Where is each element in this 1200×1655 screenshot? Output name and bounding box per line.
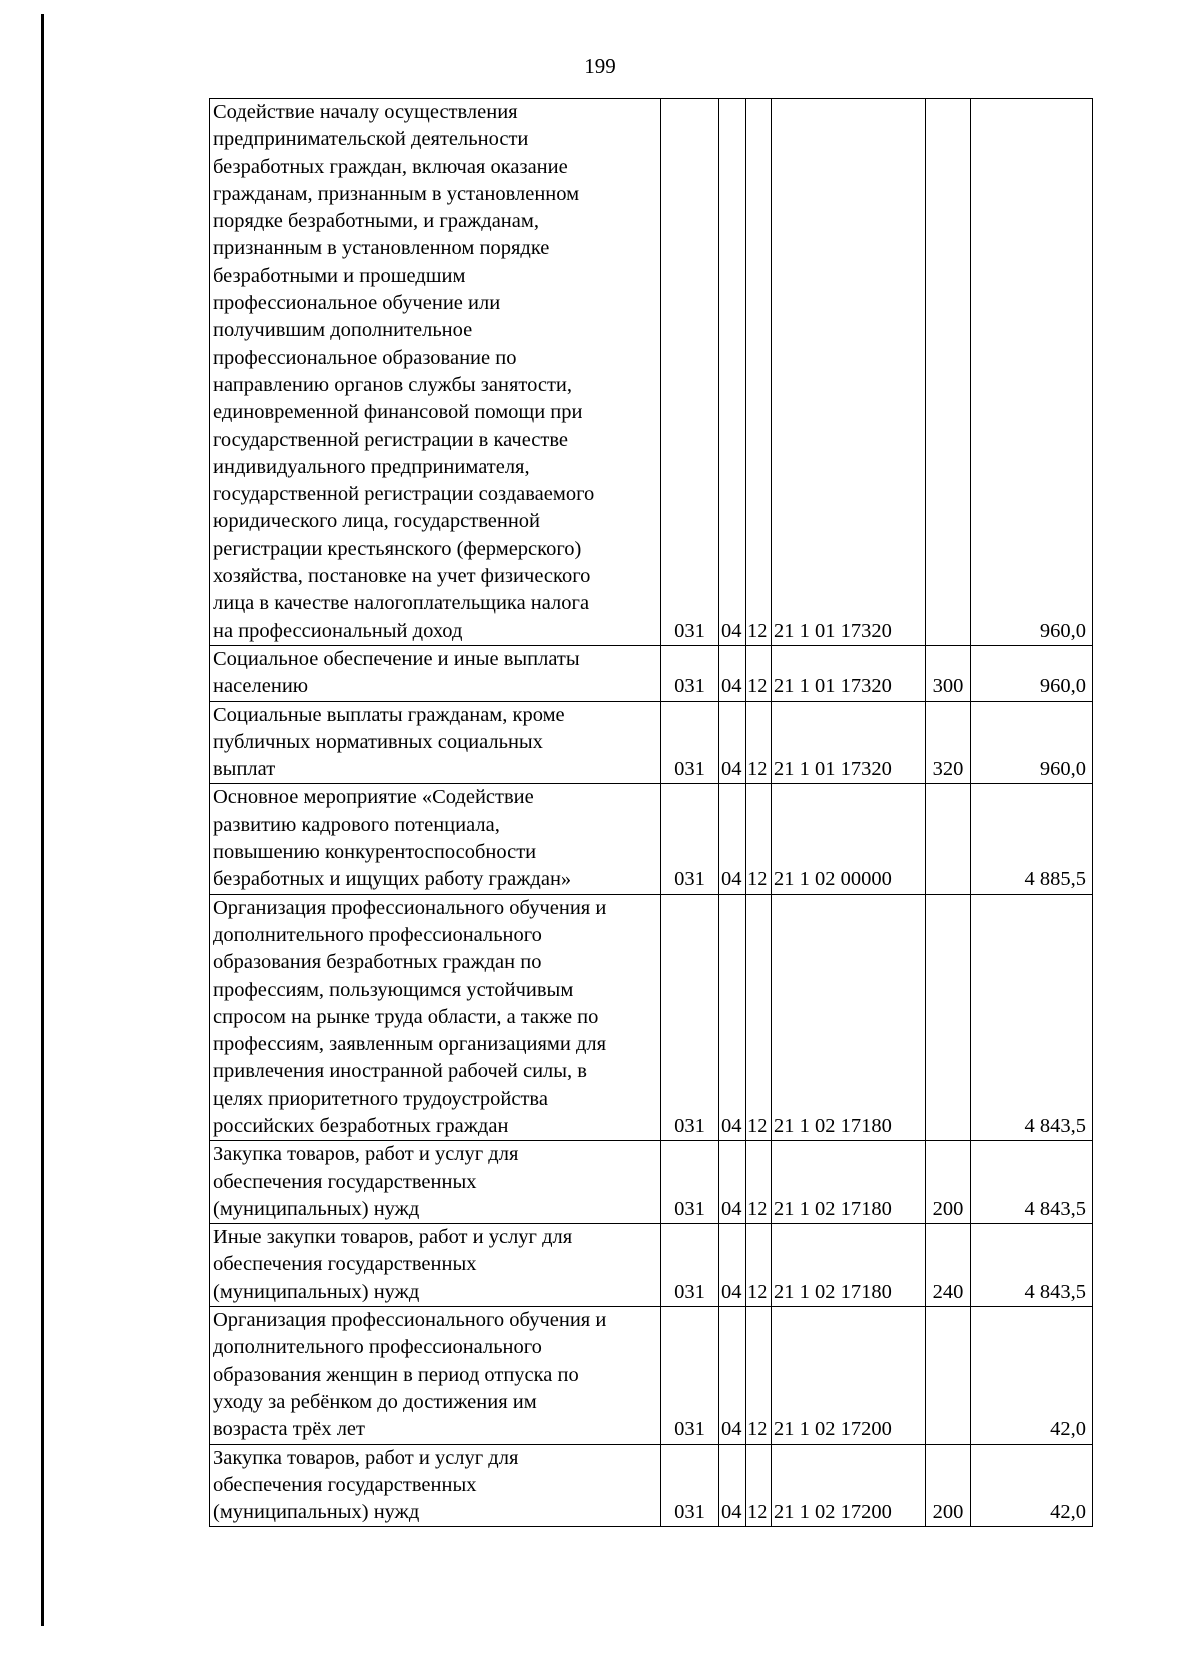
table-row — [210, 784, 1093, 894]
target-article-code: 21 1 02 17180 — [772, 1224, 926, 1307]
expense-type-code: 200 — [926, 1141, 971, 1224]
section-code: 04 — [719, 1444, 746, 1527]
department-code: 031 — [661, 99, 719, 646]
amount: 960,0 — [971, 645, 1093, 701]
amount: 960,0 — [971, 99, 1093, 646]
subsection-code: 12 — [746, 1307, 772, 1444]
row-description: Социальное обеспечение и иные выплаты населению — [210, 645, 661, 701]
target-article-code: 21 1 01 17320 — [772, 701, 926, 784]
subsection-code: 12 — [746, 894, 772, 1141]
amount: 960,0 — [971, 701, 1093, 784]
table-row — [210, 1444, 1093, 1527]
section-code: 04 — [719, 1307, 746, 1444]
department-code: 031 — [661, 1224, 719, 1307]
subsection-code: 12 — [746, 1224, 772, 1307]
target-article-code: 21 1 02 17180 — [772, 1141, 926, 1224]
table-row — [210, 1307, 1093, 1444]
subsection-code: 12 — [746, 1444, 772, 1527]
amount: 4 843,5 — [971, 1224, 1093, 1307]
table-row — [210, 1224, 1093, 1307]
row-description: Иные закупки товаров, работ и услуг для обеспечения государственных (муниципальных) нужд — [210, 1224, 661, 1307]
subsection-code: 12 — [746, 1141, 772, 1224]
row-description: Содействие началу осуществления предпринимательской деятельности безработных граждан, включая оказание гражданам, признанным в установленном порядке безработными, и гражданам, признанным в установленном порядке безработными и прошедшим профессиональное обучение или получившим дополнительное профессиональное образование по направлению органов службы занятости, единовременной финансовой помощи при государственной регистрации в качестве индивидуального предпринимателя, государственной регистрации создаваемого юридического лица, государственной регистрации крестьянского (фермерского) хозяйства, постановке на учет физического лица в качестве налогоплательщика налога на профессиональный доход — [210, 99, 661, 646]
table-row — [210, 894, 1093, 1141]
subsection-code: 12 — [746, 701, 772, 784]
table-row — [210, 1141, 1093, 1224]
expense-type-code: 300 — [926, 645, 971, 701]
target-article-code: 21 1 01 17320 — [772, 645, 926, 701]
department-code: 031 — [661, 894, 719, 1141]
department-code: 031 — [661, 701, 719, 784]
subsection-code: 12 — [746, 99, 772, 646]
section-code: 04 — [719, 784, 746, 894]
expense-type-code: 200 — [926, 1444, 971, 1527]
expense-type-code — [926, 99, 971, 646]
row-description: Закупка товаров, работ и услуг для обеспечения государственных (муниципальных) нужд — [210, 1444, 661, 1527]
department-code: 031 — [661, 1141, 719, 1224]
budget-table-body — [210, 99, 1093, 1527]
section-code: 04 — [719, 1141, 746, 1224]
target-article-code: 21 1 02 17200 — [772, 1307, 926, 1444]
amount: 42,0 — [971, 1307, 1093, 1444]
target-article-code: 21 1 02 17200 — [772, 1444, 926, 1527]
subsection-code: 12 — [746, 645, 772, 701]
amount: 4 843,5 — [971, 1141, 1093, 1224]
target-article-code: 21 1 02 17180 — [772, 894, 926, 1141]
amount: 4 885,5 — [971, 784, 1093, 894]
table-row — [210, 99, 1093, 646]
amount: 4 843,5 — [971, 894, 1093, 1141]
row-description: Социальные выплаты гражданам, кроме публичных нормативных социальных выплат — [210, 701, 661, 784]
section-code: 04 — [719, 99, 746, 646]
expense-type-code: 240 — [926, 1224, 971, 1307]
row-description: Основное мероприятие «Содействие развитию кадрового потенциала, повышению конкурентоспособности безработных и ищущих работу граждан» — [210, 784, 661, 894]
department-code: 031 — [661, 784, 719, 894]
department-code: 031 — [661, 1444, 719, 1527]
row-description: Организация профессионального обучения и дополнительного профессионального образования безработных граждан по профессиям, пользующимся устойчивым спросом на рынке труда области, а также по профессиям, заявленным организациями для привлечения иностранной рабочей силы, в целях приоритетного трудоустройства российских безработных граждан — [210, 894, 661, 1141]
expense-type-code — [926, 894, 971, 1141]
row-description: Организация профессионального обучения и дополнительного профессионального образования женщин в период отпуска по уходу за ребёнком до достижения им возраста трёх лет — [210, 1307, 661, 1444]
page-number: 199 — [584, 54, 616, 78]
department-code: 031 — [661, 1307, 719, 1444]
table-row — [210, 701, 1093, 784]
section-code: 04 — [719, 1224, 746, 1307]
left-margin-line — [41, 14, 44, 1626]
table-row — [210, 645, 1093, 701]
subsection-code: 12 — [746, 784, 772, 894]
expense-type-code — [926, 1307, 971, 1444]
target-article-code: 21 1 01 17320 — [772, 99, 926, 646]
section-code: 04 — [719, 894, 746, 1141]
expense-type-code: 320 — [926, 701, 971, 784]
target-article-code: 21 1 02 00000 — [772, 784, 926, 894]
department-code: 031 — [661, 645, 719, 701]
section-code: 04 — [719, 645, 746, 701]
row-description: Закупка товаров, работ и услуг для обеспечения государственных (муниципальных) нужд — [210, 1141, 661, 1224]
budget-table — [209, 98, 1093, 1527]
expense-type-code — [926, 784, 971, 894]
amount: 42,0 — [971, 1444, 1093, 1527]
section-code: 04 — [719, 701, 746, 784]
